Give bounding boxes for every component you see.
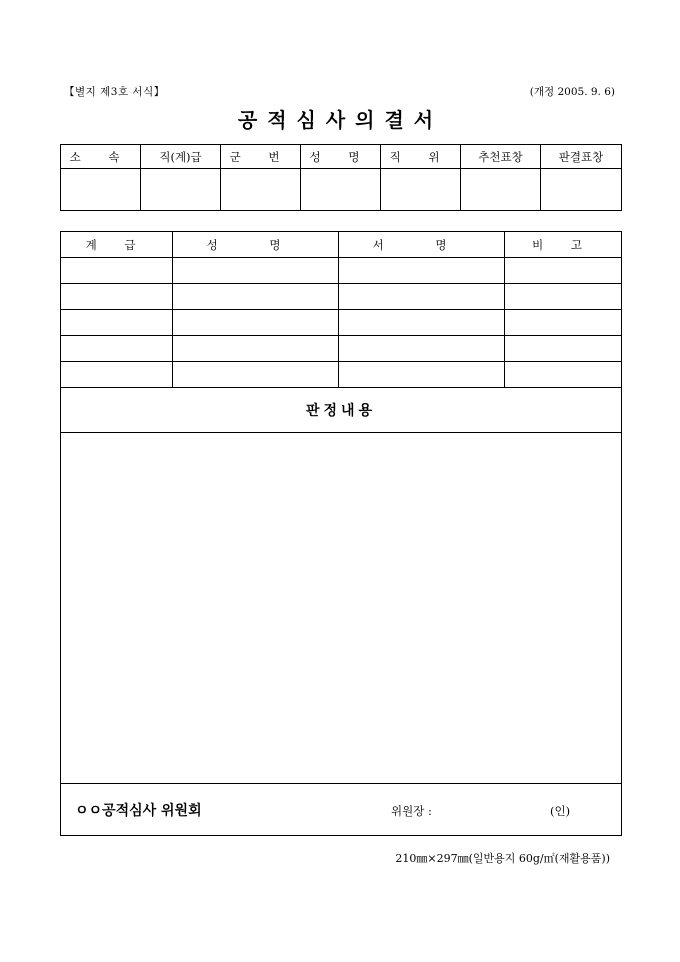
member-signature-cell[interactable] xyxy=(339,258,505,284)
member-rank-cell[interactable] xyxy=(61,310,173,336)
member-row xyxy=(61,258,622,284)
chairperson-label: 위원장 : xyxy=(391,804,432,818)
judgment-content-field[interactable] xyxy=(61,433,622,784)
member-name-cell[interactable] xyxy=(173,336,339,362)
judgment-section-header: 판정내용 xyxy=(61,388,622,433)
header-position: 직 위 xyxy=(381,145,461,169)
header-recommended-award: 추천표창 xyxy=(461,145,541,169)
member-remarks-cell[interactable] xyxy=(505,310,622,336)
member-signature-cell[interactable] xyxy=(339,284,505,310)
member-name-cell[interactable] xyxy=(173,284,339,310)
member-signature-cell[interactable] xyxy=(339,310,505,336)
member-header-name: 성 명 xyxy=(173,232,339,258)
seal-mark: (인) xyxy=(550,804,571,818)
decided-award-field[interactable] xyxy=(541,169,622,211)
member-signature-cell[interactable] xyxy=(339,362,505,388)
nominee-info-table xyxy=(60,144,622,211)
paper-spec: 210㎜×297㎜(일반용지 60g/㎡(재활용품)) xyxy=(395,852,610,865)
member-signature-cell[interactable] xyxy=(339,336,505,362)
member-rank-cell[interactable] xyxy=(61,336,173,362)
member-rank-cell[interactable] xyxy=(61,284,173,310)
recommended-award-field[interactable] xyxy=(461,169,541,211)
member-remarks-cell[interactable] xyxy=(505,336,622,362)
name-field[interactable] xyxy=(301,169,381,211)
member-rank-cell[interactable] xyxy=(61,362,173,388)
member-row xyxy=(61,336,622,362)
header-service-number: 군 번 xyxy=(221,145,301,169)
member-row xyxy=(61,284,622,310)
rank-field[interactable] xyxy=(141,169,221,211)
member-name-cell[interactable] xyxy=(173,310,339,336)
header-rank: 직(계)급 xyxy=(141,145,221,169)
member-header-rank: 계 급 xyxy=(61,232,173,258)
member-remarks-cell[interactable] xyxy=(505,258,622,284)
member-header-signature: 서 명 xyxy=(339,232,505,258)
member-rank-cell[interactable] xyxy=(61,258,173,284)
affiliation-field[interactable] xyxy=(61,169,141,211)
committee-footer xyxy=(61,784,622,836)
form-number-label: 【별지 제3호 서식】 xyxy=(64,86,165,98)
member-name-cell[interactable] xyxy=(173,362,339,388)
service-number-field[interactable] xyxy=(221,169,301,211)
member-row xyxy=(61,310,622,336)
member-row xyxy=(61,362,622,388)
position-field[interactable] xyxy=(381,169,461,211)
header-decided-award: 판결표창 xyxy=(541,145,622,169)
member-remarks-cell[interactable] xyxy=(505,362,622,388)
committee-members-table xyxy=(60,231,622,836)
header-name: 성 명 xyxy=(301,145,381,169)
committee-name: ㅇㅇ공적심사 위원회 xyxy=(75,803,202,819)
member-name-cell[interactable] xyxy=(173,258,339,284)
member-remarks-cell[interactable] xyxy=(505,284,622,310)
revision-date: (개정 2005. 9. 6) xyxy=(529,86,615,98)
header-affiliation: 소 속 xyxy=(61,145,141,169)
document-title: 공적심사의결서 xyxy=(237,108,444,132)
member-header-remarks: 비 고 xyxy=(505,232,622,258)
